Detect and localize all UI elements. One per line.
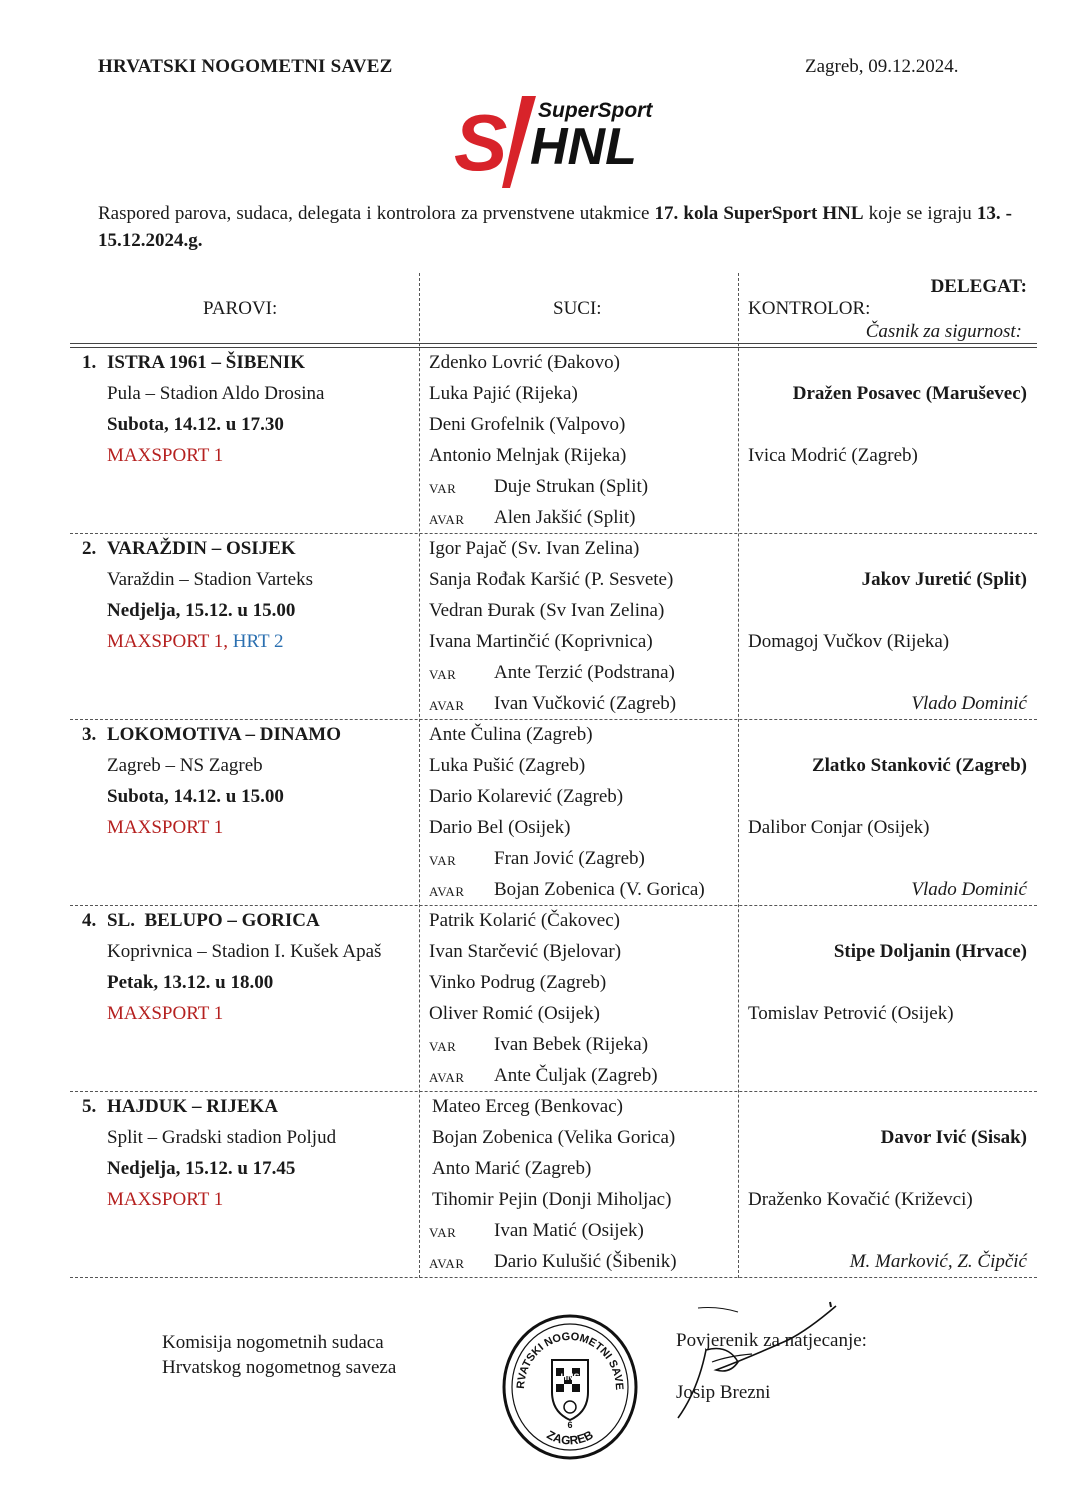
logo-hnl-text: HNL (530, 118, 637, 176)
avar-referee: Ivan Vučković (Zagreb) (494, 693, 677, 714)
controller: Draženko Kovačić (Križevci) (748, 1189, 973, 1210)
stamp-number: 6 (567, 1420, 573, 1430)
referee-assistant-1: Luka Pajić (Rijeka) (429, 383, 578, 404)
var-referee: Ivan Matić (Osijek) (494, 1220, 644, 1241)
match-venue: Split – Gradski stadion Poljud (107, 1127, 337, 1148)
commissioner-name: Josip Brezni (676, 1382, 771, 1403)
match-number: 5. (82, 1096, 97, 1117)
referee-assistant-2: Dario Kolarević (Zagreb) (429, 786, 624, 807)
intro-text-1: Raspored parova, sudaca, delegata i kontrolora za prvenstvene utakmice (98, 203, 655, 224)
stamp-center-text: HNS (560, 1372, 580, 1382)
controller: Tomislav Petrović (Osijek) (748, 1003, 954, 1024)
referee-main: Mateo Erceg (Benkovac) (432, 1096, 623, 1117)
avar-referee: Alen Jakšić (Split) (494, 507, 636, 528)
match-teams: SL. BELUPO – GORICA (107, 910, 320, 931)
column-header-parovi: PAROVI: (203, 298, 278, 319)
commissioner-title: Povjerenik za natjecanje: (676, 1330, 867, 1351)
match-tv (107, 1003, 223, 1025)
referee-assistant-2: Vedran Đurak (Sv Ivan Zelina) (429, 600, 665, 621)
match-time: Subota, 14.12. u 15.00 (107, 786, 284, 807)
delegate: Dražen Posavec (Maruševec) (792, 383, 1027, 404)
var-referee: Ante Terzić (Podstrana) (494, 662, 675, 683)
stamp-bottom-text: ZAGREB (544, 1427, 596, 1448)
match-venue: Koprivnica – Stadion I. Kušek Apaš (107, 941, 382, 962)
match-number: 2. (82, 538, 97, 559)
column-header-suci: SUCI: (553, 298, 602, 319)
document-date: Zagreb, 09.12.2024. (805, 56, 959, 77)
var-label: VAR (429, 1225, 457, 1240)
avar-referee: Dario Kulušić (Šibenik) (494, 1251, 677, 1272)
referee-fourth: Dario Bel (Osijek) (429, 817, 571, 838)
match-row (70, 720, 1037, 906)
match-row (70, 348, 1037, 534)
match-time: Subota, 14.12. u 17.30 (107, 414, 284, 435)
controller: Dalibor Conjar (Osijek) (748, 817, 930, 838)
column-header-casnik: Časnik za sigurnost: (865, 321, 1022, 342)
var-label: VAR (429, 481, 457, 496)
match-title (82, 352, 305, 374)
avar-label: AVAR (429, 698, 465, 713)
match-teams: ISTRA 1961 – ŠIBENIK (107, 352, 305, 373)
match-tv (107, 445, 223, 467)
commission-signature-block (162, 1330, 396, 1380)
match-teams: LOKOMOTIVA – DINAMO (107, 724, 342, 745)
delegate: Zlatko Stanković (Zagreb) (811, 755, 1027, 776)
delegate: Stipe Doljanin (Hrvace) (833, 941, 1027, 962)
avar-label: AVAR (429, 1256, 465, 1271)
match-row (70, 1092, 1037, 1278)
referee-main: Ante Čulina (Zagreb) (429, 724, 593, 745)
avar-label: AVAR (429, 884, 465, 899)
match-tv (107, 817, 223, 839)
intro-paragraph (98, 200, 1012, 254)
security-officer: Vlado Dominić (911, 693, 1027, 714)
match-row (70, 906, 1037, 1092)
column-header-kontrolor: KONTROLOR: (748, 298, 871, 319)
delegate: Jakov Juretić (Split) (861, 569, 1027, 590)
referee-main: Igor Pajač (Sv. Ivan Zelina) (429, 538, 640, 559)
referee-fourth: Oliver Romić (Osijek) (429, 1003, 600, 1024)
var-referee: Ivan Bebek (Rijeka) (494, 1034, 649, 1055)
logo-supersport-text: SuperSport (538, 99, 653, 122)
match-tv (107, 1189, 223, 1211)
official-stamp (500, 1312, 640, 1462)
match-title (82, 1096, 278, 1118)
referee-assistant-2: Deni Grofelnik (Valpovo) (429, 414, 626, 435)
match-number: 1. (82, 352, 97, 373)
match-venue: Zagreb – NS Zagreb (107, 755, 263, 776)
referee-main: Patrik Kolarić (Čakovec) (429, 910, 620, 931)
controller: Domagoj Vučkov (Rijeka) (748, 631, 950, 652)
match-time: Nedjelja, 15.12. u 17.45 (107, 1158, 296, 1179)
match-title (82, 538, 296, 560)
match-title (82, 910, 320, 932)
match-tv (107, 631, 284, 653)
avar-label: AVAR (429, 512, 465, 527)
avar-referee: Bojan Zobenica (V. Gorica) (494, 879, 705, 900)
logo-s-letter: S (454, 98, 508, 187)
var-referee: Duje Strukan (Split) (494, 476, 649, 497)
security-officer: M. Marković, Z. Čipčić (849, 1251, 1027, 1272)
intro-round: 17. kola SuperSport HNL (654, 203, 864, 224)
avar-label: AVAR (429, 1070, 465, 1085)
handwritten-signature (668, 1300, 848, 1430)
referee-assistant-1: Bojan Zobenica (Velika Gorica) (432, 1127, 676, 1148)
referee-assistant-1: Ivan Starčević (Bjelovar) (429, 941, 622, 962)
match-number: 4. (82, 910, 97, 931)
referee-assistant-2: Anto Marić (Zagreb) (432, 1158, 592, 1179)
controller: Ivica Modrić (Zagreb) (748, 445, 918, 466)
referee-assistant-2: Vinko Podrug (Zagreb) (429, 972, 607, 993)
match-venue: Varaždin – Stadion Varteks (107, 569, 313, 590)
match-time: Nedjelja, 15.12. u 15.00 (107, 600, 296, 621)
referee-main: Zdenko Lovrić (Đakovo) (429, 352, 620, 373)
intro-text-2: koje se igraju (863, 203, 977, 224)
var-label: VAR (429, 853, 457, 868)
tv-channel: MAXSPORT 1, (107, 631, 228, 652)
var-label: VAR (429, 1039, 457, 1054)
match-teams: VARAŽDIN – OSIJEK (107, 538, 296, 559)
var-label: VAR (429, 667, 457, 682)
tv-channel: MAXSPORT 1 (107, 817, 224, 838)
commission-line-2: Hrvatskog nogometnog saveza (162, 1357, 397, 1378)
commission-line-1: Komisija nogometnih sudaca (162, 1332, 384, 1353)
referee-fourth: Antonio Melnjak (Rijeka) (429, 445, 627, 466)
avar-referee: Ante Čuljak (Zagreb) (494, 1065, 658, 1086)
match-teams: HAJDUK – RIJEKA (107, 1096, 279, 1117)
var-referee: Fran Jović (Zagreb) (494, 848, 645, 869)
intro-dates: 13. - 15.12.2024.g. (98, 203, 1013, 251)
match-title (82, 724, 341, 746)
match-row (70, 534, 1037, 720)
match-venue: Pula – Stadion Aldo Drosina (107, 383, 325, 404)
supersport-hnl-logo (452, 92, 662, 192)
tv-channel: MAXSPORT 1 (107, 445, 224, 466)
tv-channel: MAXSPORT 1 (107, 1003, 224, 1024)
match-number: 3. (82, 724, 97, 745)
referee-fourth: Ivana Martinčić (Koprivnica) (429, 631, 653, 652)
security-officer: Vlado Dominić (911, 879, 1027, 900)
delegate: Davor Ivić (Sisak) (880, 1127, 1027, 1148)
tv-channel: MAXSPORT 1 (107, 1189, 224, 1210)
referee-fourth: Tihomir Pejin (Donji Miholjac) (432, 1189, 672, 1210)
stamp-top-text: RVATSKI NOGOMETNI SAVE (514, 1330, 626, 1391)
column-header-delegat: DELEGAT: (930, 276, 1027, 297)
referee-assistant-1: Sanja Rođak Karšić (P. Sesvete) (429, 569, 674, 590)
stamp-ball-icon (564, 1401, 576, 1413)
tv-channel-secondary: HRT 2 (232, 631, 284, 652)
referee-assistant-1: Luka Pušić (Zagreb) (429, 755, 586, 776)
match-time: Petak, 13.12. u 18.00 (107, 972, 274, 993)
organization-name: HRVATSKI NOGOMETNI SAVEZ (98, 56, 393, 77)
